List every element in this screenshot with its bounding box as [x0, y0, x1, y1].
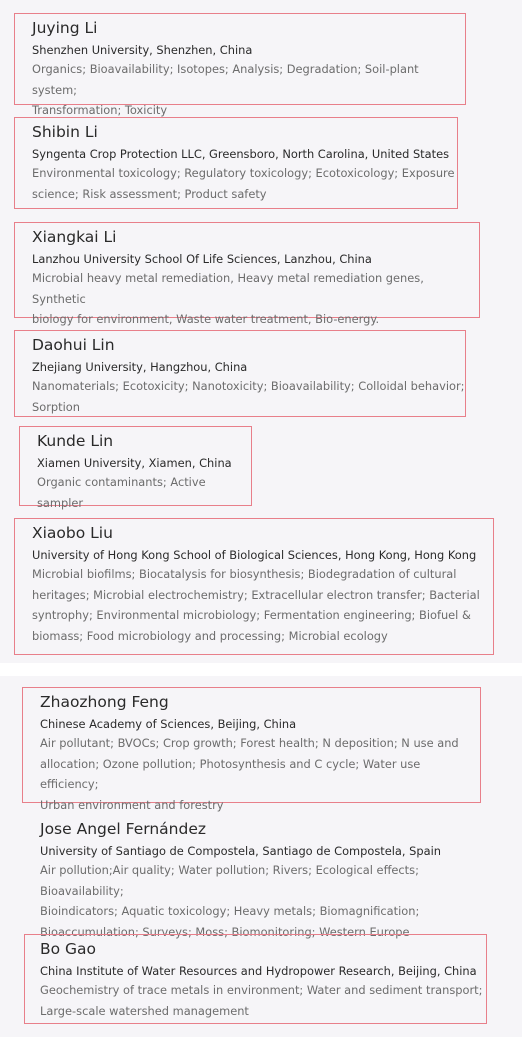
editor-name[interactable]: Kunde Lin [37, 432, 114, 450]
editor-affiliation: Lanzhou University School Of Life Sciences, Lanzhou, China [32, 252, 372, 266]
editor-keywords: Microbial biofilms; Biocatalysis for biosynthesis; Biodegradation of cultural heritages; Microbial electrochemistry; Extracellular electron transfer; Bacterial syntrophy; Environmental microbiology; Fermentation engineering; Biofuel & biomass; Food microbiology and processing; Microbial ecology [32, 567, 480, 643]
editor-name[interactable]: Zhaozhong Feng [40, 693, 169, 711]
editor-keywords: Geochemistry of trace metals in environment; Water and sediment transport; Large-scale watershed management [40, 983, 483, 1018]
editor-affiliation: China Institute of Water Resources and Hydropower Research, Beijing, China [40, 964, 477, 978]
editor-affiliation: Shenzhen University, Shenzhen, China [32, 43, 253, 57]
editor-keywords: Air pollutant; BVOCs; Crop growth; Forest health; N deposition; N use and allocation; Ozone pollution; Photosynthesis and C cycle; Water use efficiency; Urban environment and forestry [40, 736, 459, 812]
editor-name[interactable]: Xiaobo Liu [32, 524, 113, 542]
editor-name[interactable]: Shibin Li [32, 123, 98, 141]
editor-affiliation: Syngenta Crop Protection LLC, Greensboro, North Carolina, United States [32, 147, 450, 161]
editor-name[interactable]: Daohui Lin [32, 336, 115, 354]
editor-card-daohui-lin [14, 330, 466, 417]
editor-card-jose-angel-fernandez [22, 814, 502, 939]
editor-keywords: Environmental toxicology; Regulatory toxicology; Ecotoxicology; Exposure science; Risk assessment; Product safety [32, 166, 455, 201]
editor-card-shibin-li [14, 117, 458, 209]
editor-affiliation: University of Santiago de Compostela, Santiago de Compostela, Spain [40, 844, 441, 858]
editor-card-xiangkai-li [14, 222, 480, 326]
editor-keywords: Air pollution;Air quality; Water pollution; Rivers; Ecological effects; Bioavailability; Bioindicators; Aquatic toxicology; Heavy metals; Biomagnification; Bioaccumulation; Surveys; Moss; Biomonitoring; Western Europe [40, 863, 420, 939]
editor-card-juying-li [14, 13, 466, 117]
editor-name[interactable]: Jose Angel Fernández [40, 820, 206, 838]
editor-keywords: Nanomaterials; Ecotoxicity; Nanotoxicity; Bioavailability; Colloidal behavior; Sorption [32, 379, 465, 414]
editor-keywords: Organics; Bioavailability; Isotopes; Analysis; Degradation; Soil-plant system; Transformation; Toxicity [32, 62, 419, 117]
editor-affiliation: Zhejiang University, Hangzhou, China [32, 360, 248, 374]
editor-name[interactable]: Xiangkai Li [32, 228, 117, 246]
editor-card-xiaobo-liu [14, 518, 494, 655]
editor-card-kunde-lin [19, 426, 252, 510]
editor-keywords: Organic contaminants; Active sampler [37, 475, 206, 510]
editor-affiliation: Xiamen University, Xiamen, China [37, 456, 232, 470]
editor-keywords: Microbial heavy metal remediation, Heavy metal remediation genes, Synthetic biology for environment, Waste water treatment, Bio-energy. [32, 271, 424, 326]
editor-affiliation: Chinese Academy of Sciences, Beijing, China [40, 717, 297, 731]
editor-name[interactable]: Juying Li [32, 19, 98, 37]
editor-name[interactable]: Bo Gao [40, 940, 97, 958]
editor-affiliation: University of Hong Kong School of Biological Sciences, Hong Kong, Hong Kong [32, 548, 477, 562]
editor-card-zhaozhong-feng [22, 687, 481, 812]
editor-card-bo-gao [24, 934, 487, 1024]
